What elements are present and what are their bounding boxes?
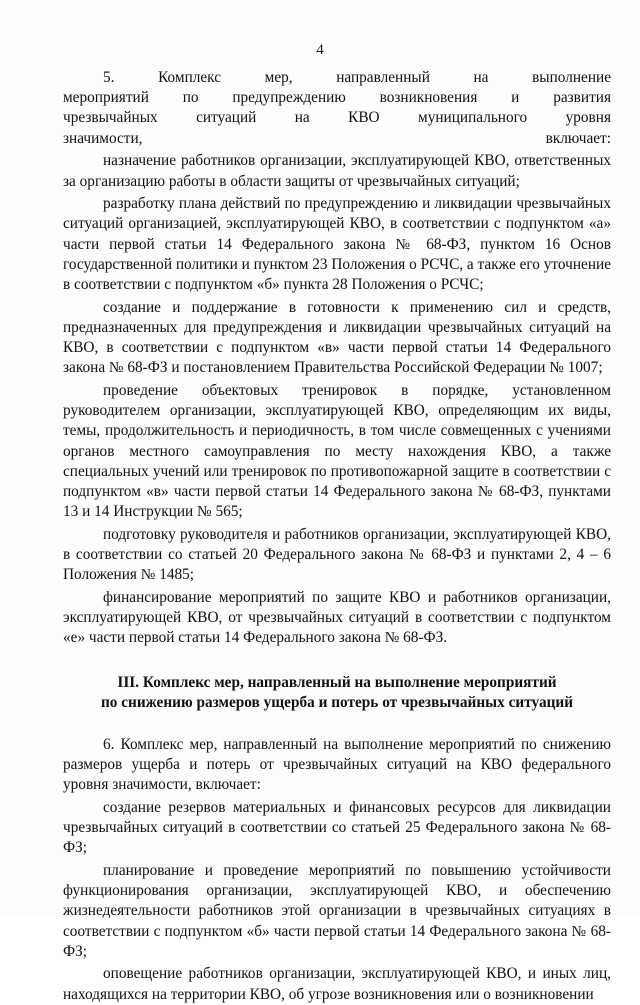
list-item: финансирование мероприятий по защите КВО и работников организации, эксплуатирующей КВО, от чрезвычайных ситуаций в соответствии с подпунктом «е» части первой статьи 14 Федерального закона № 68-ФЗ. bbox=[63, 589, 611, 647]
list-item: планирование и проведение мероприятий по повышению устойчивости функционирования организации, эксплуатирующей КВО, и обеспечению жизнедеятельности работников этой организации в чрезвычайных ситуациях в соответствии с подпунктом «б» части первой статьи 14 Федерального закона № 68-ФЗ; bbox=[63, 861, 611, 960]
paragraph-5-intro: 5. Комплекс мер, направленный на выполнение мероприятий по предупреждению возникновения и развития чрезвычайных ситуаций на КВО муниципального уровня значимости, включает: bbox=[63, 69, 611, 147]
list-item: создание резервов материальных и финансовых ресурсов для ликвидации чрезвычайных ситуаций в соответствии со статьей 25 Федерального закона № 68-ФЗ; bbox=[63, 798, 611, 857]
list-item: создание и поддержание в готовности к применению сил и средств, предназначенных для предупреждения и ликвидации чрезвычайных ситуаций на КВО, в соответствии с подпунктом «в» части первой статьи 14 Федерального закона № 68-ФЗ и постановлением Правительства Российской Федерации № 1007; bbox=[63, 298, 611, 377]
section-heading-line: III. Комплекс мер, направленный на выполнение мероприятий bbox=[117, 673, 557, 691]
section-iii-heading bbox=[63, 673, 611, 713]
list-item: разработку плана действий по предупреждению и ликвидации чрезвычайных ситуаций организацией, эксплуатирующей КВО, в соответствии с подпунктом «а» части первой статьи 14 Федерального закона № 68-ФЗ, пунктом 16 Основ государственной политики и пунктом 23 Положения о РСЧС, а также его уточнение в соответствии с подпунктом «б» пункта 28 Положения о РСЧС; bbox=[63, 195, 611, 294]
list-item: подготовку руководителя и работников организации, эксплуатирующей КВО, в соответствии со статьей 20 Федерального закона № 68-ФЗ и пунктами 2, 4 – 6 Положения № 1485; bbox=[63, 525, 611, 584]
page-number: 4 bbox=[316, 42, 324, 58]
list-item: оповещение работников организации, эксплуатирующей КВО, и иных лиц, находящихся на территории КВО, об угрозе возникновения или о возникновении bbox=[63, 965, 611, 1003]
document-body bbox=[63, 68, 611, 1005]
paragraph-6-intro: 6. Комплекс мер, направленный на выполнение мероприятий по снижению размеров ущерба и потерь от чрезвычайных ситуаций на КВО федерального уровня значимости, включает: bbox=[63, 735, 611, 794]
list-item: проведение объектовых тренировок в порядке, установленном руководителем организации, эксплуатирующей КВО, определяющим их виды, темы, продолжительность и периодичность, в том числе совмещенных с учениями органов местного самоуправления по месту нахождения КВО, а также специальных учений или тренировок по противопожарной защите в соответствии с подпунктом «в» части первой статьи 14 Федерального закона № 68-ФЗ, пунктами 13 и 14 Инструкции № 565; bbox=[63, 382, 611, 521]
section-heading-line: по снижению размеров ущерба и потерь от чрезвычайных ситуаций bbox=[100, 693, 574, 711]
list-item: назначение работников организации, эксплуатирующей КВО, ответственных за организацию работы в области защиты от чрезвычайных ситуаций; bbox=[63, 152, 611, 190]
